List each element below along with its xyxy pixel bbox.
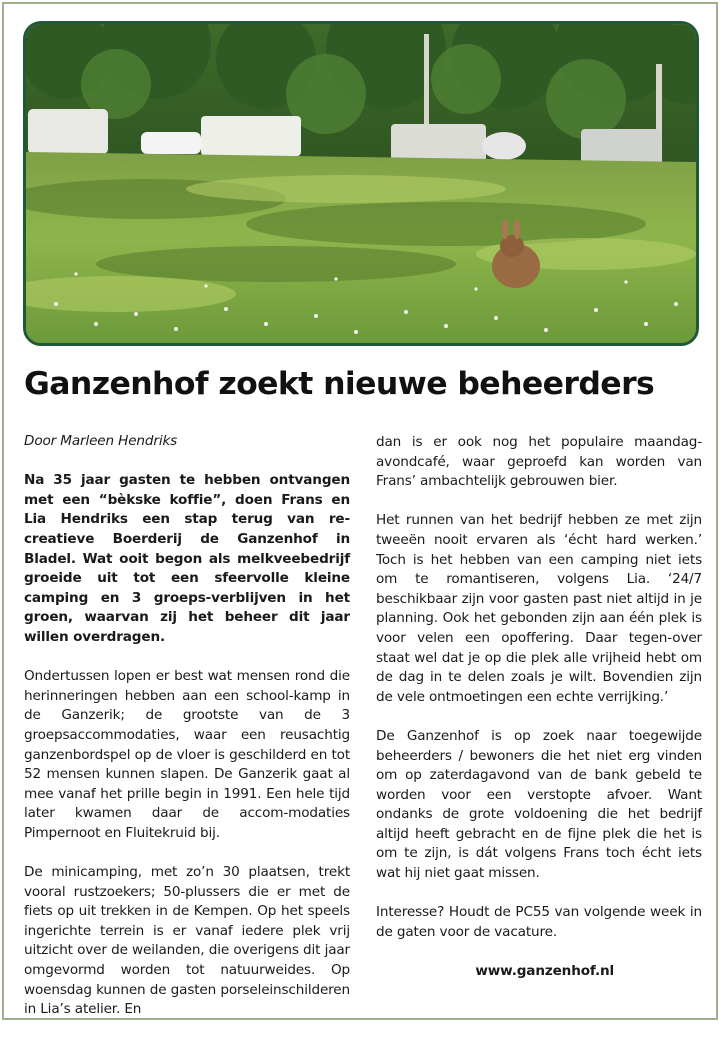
article-paragraph: De Ganzenhof is op zoek naar toegewijde beheerders / bewoners die het niet erg vinden om op zaterdagavond van de bank gebeld te worden voor een verstopte afvoer. Want ondanks de grote voldoening die het bedrijf altijd heeft gebracht en de fijne plek die het is om te zijn, is dát volgens Frans toch écht iets wat hij niet gaat missen. — [376, 727, 702, 882]
article-paragraph: dan is er ook nog het populaire maandag-avondcafé, waar geproefd kan worden van Frans’ ambachtelijk gebrouwen bier. — [376, 434, 702, 490]
header-photo — [23, 21, 699, 346]
article-paragraph: Het runnen van het bedrijf hebben ze met zijn tweeën nooit ervaren als ‘écht hard werken.’ Toch is het hebben van een camping niet iets om te romantiseren, volgens Lia. ‘24/7 beschikbaar zijn voor gasten past niet altijd in je planning. Ook het gebonden zijn aan één plek is voor velen een opoffering. Daar tegen-over staat wel dat je op die plek alle vrijheid hebt om de dag in te delen zoals je wilt. Bovendien zijn de vele ontmoetingen een echte verrijking.’ — [376, 512, 702, 705]
article-column-left — [24, 432, 350, 1039]
article-paragraph: De minicamping, met zo’n 30 plaatsen, trekt vooral rustzoekers; 50-plussers die er met de fiets op uit trekken in de Kempen. Op het speels ingerichte terrein is er vanaf iedere plek vrij uitzicht over de weilanden, die overigens dit jaar omgevormd worden tot natuurweides. Op woensdag kunnen de gasten porseleinschilderen in Lia’s atelier. En — [24, 864, 350, 1018]
article-intro: Na 35 jaar gasten te hebben ontvangen met een “bèkske koffie”, doen Frans en Lia Hendriks een stap terug van re-creatieve Boerderij de Ganzenhof in Bladel. Wat ooit begon als melkveebedrijf groeide uit tot een sfeervolle kleine camping en 3 groeps-verblijven in het groen, waarvan zij het beheer dit jaar willen overdragen. — [24, 472, 350, 645]
article-byline: Door Marleen Hendriks — [24, 433, 178, 449]
website-link[interactable]: www.ganzenhof.nl — [475, 963, 614, 980]
article-paragraph: Interesse? Houdt de PC55 van volgende week in de gaten voor de vacature. — [376, 904, 702, 940]
article-column-right — [376, 433, 702, 1001]
article-title: Ganzenhof zoekt nieuwe beheerders — [24, 366, 655, 402]
article-paragraph: Ondertussen lopen er best wat mensen rond die herinneringen hebben aan een school-kamp in de Ganzerik; de grootste van de 3 groepsaccommodaties, waar een reusachtig ganzenbordspel op de vloer is geschilderd en tot 52 mensen kunnen slapen. De Ganzerik gaat al mee vanaf het prille begin in 1991. Een hele tijd later kwamen daar de accom-modaties Pimpernoot en Fluitekruid bij. — [24, 668, 350, 841]
